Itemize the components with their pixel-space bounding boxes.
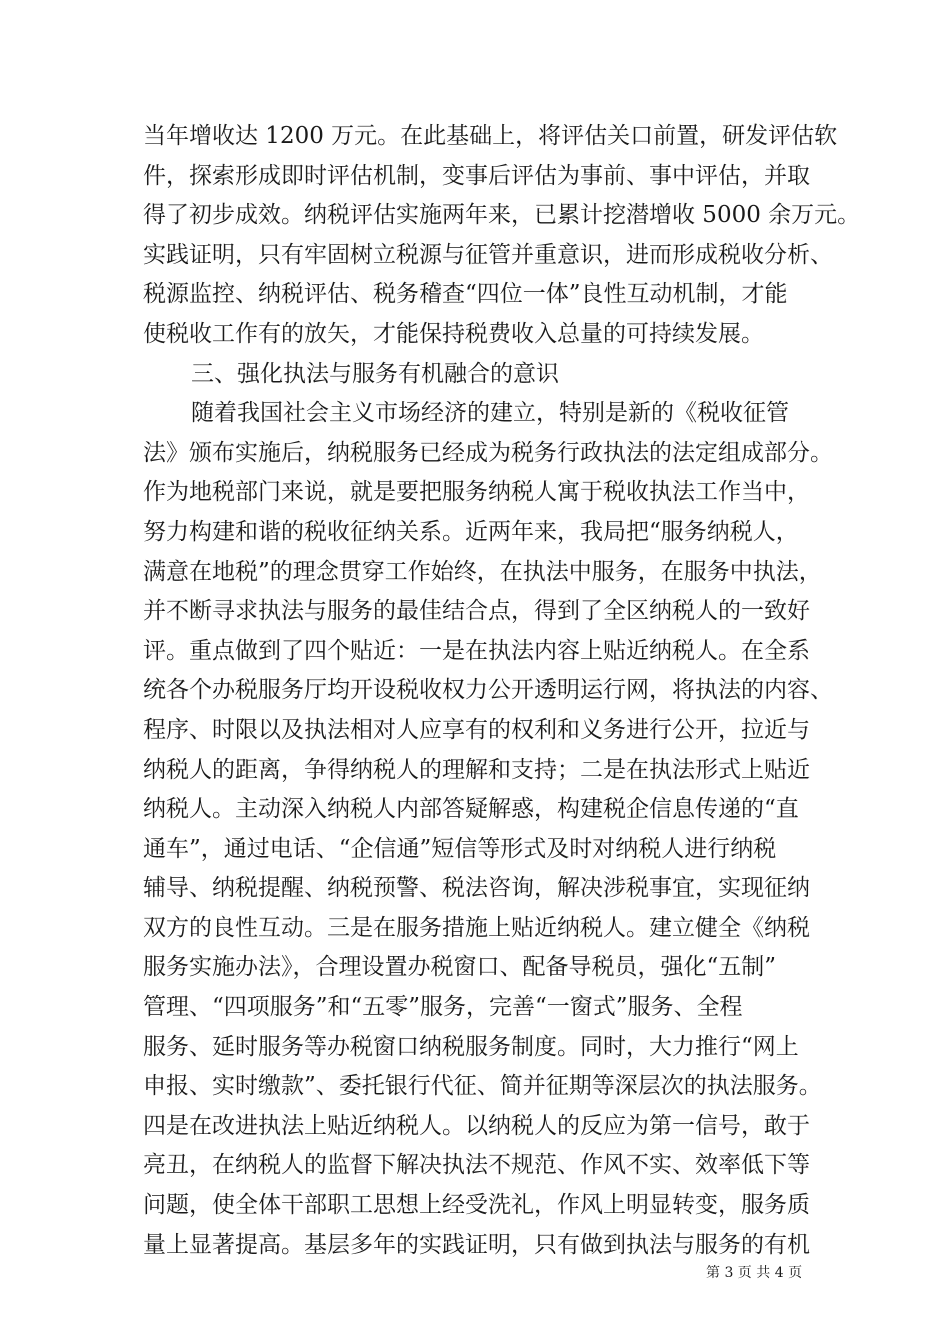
section-heading: 三、强化执法与服务有机融合的意识 (191, 360, 559, 387)
text-line-11: 努力构建和谐的税收征纳关系。近两年来，我局把“服务纳税人， (143, 518, 799, 545)
text-line-9: 法》颁布实施后，纳税服务已经成为税务行政执法的法定组成部分。 (143, 439, 833, 466)
text-line-2: 件，探索形成即时评估机制，变事后评估为事前、事中评估，并取 (143, 162, 810, 189)
text-line-8: 随着我国社会主义市场经济的建立，特别是新的《税收征管 (191, 400, 789, 427)
text-line-4: 实践证明，只有牢固树立税源与征管并重意识，进而形成税收分析、 (143, 241, 833, 268)
page-number-footer: 第 3 页 共 4 页 (706, 1265, 803, 1281)
text-line-26: 四是在改进执法上贴近纳税人。以纳税人的反应为第一信号，敢于 (143, 1112, 810, 1139)
text-line-20: 辅导、纳税提醒、纳税预警、税法咨询，解决涉税事宜，实现征纳 (143, 875, 810, 902)
text-line-1: 当年增收达 1200 万元。在此基础上，将评估关口前置，研发评估软 (143, 123, 838, 149)
text-line-23: 管理、“四项服务”和“五零”服务，完善“一窗式”服务、全程 (143, 994, 743, 1021)
text-line-27: 亮丑，在纳税人的监督下解决执法不规范、作风不实、效率低下等 (143, 1152, 810, 1179)
text-line-19: 通车”，通过电话、“企信通”短信等形式及时对纳税人进行纳税 (143, 835, 777, 862)
text-line-3: 得了初步成效。纳税评估实施两年来，已累计挖潜增收 5000 余万元。 (143, 202, 861, 229)
document-body (143, 117, 861, 1265)
text-line-14: 评。重点做到了四个贴近：一是在执法内容上贴近纳税人。在全系 (143, 637, 810, 664)
text-line-18: 纳税人。主动深入纳税人内部答疑解惑，构建税企信息传递的“直 (143, 796, 799, 823)
text-line-16: 程序、时限以及执法相对人应享有的权利和义务进行公开，拉近与 (143, 716, 810, 743)
text-line-22: 服务实施办法》，合理设置办税窗口、配备导税员，强化“五制” (143, 954, 777, 981)
text-line-10: 作为地税部门来说，就是要把服务纳税人寓于税收执法工作当中， (143, 479, 810, 506)
text-line-28: 问题，使全体干部职工思想上经受洗礼，作风上明显转变，服务质 (143, 1192, 810, 1219)
text-line-6: 使税收工作有的放矢，才能保持税费收入总量的可持续发展。 (143, 320, 764, 347)
text-line-21: 双方的良性互动。三是在服务措施上贴近纳税人。建立健全《纳税 (143, 914, 810, 941)
text-line-15: 统各个办税服务厅均开设税收权力公开透明运行网，将执法的内容、 (143, 677, 833, 704)
text-line-13: 并不断寻求执法与服务的最佳结合点，得到了全区纳税人的一致好 (143, 598, 810, 625)
text-line-5: 税源监控、纳税评估、税务稽查“四位一体”良性互动机制，才能 (143, 281, 788, 308)
text-line-24: 服务、延时服务等办税窗口纳税服务制度。同时，大力推行“网上 (143, 1033, 799, 1060)
text-line-25: 申报、实时缴款”、委托银行代征、简并征期等深层次的执法服务。 (143, 1073, 822, 1100)
text-line-29: 量上显著提高。基层多年的实践证明，只有做到执法与服务的有机 (143, 1231, 810, 1258)
text-line-17: 纳税人的距离，争得纳税人的理解和支持；二是在执法形式上贴近 (143, 756, 810, 783)
text-line-12: 满意在地税”的理念贯穿工作始终，在执法中服务，在服务中执法， (143, 558, 822, 585)
